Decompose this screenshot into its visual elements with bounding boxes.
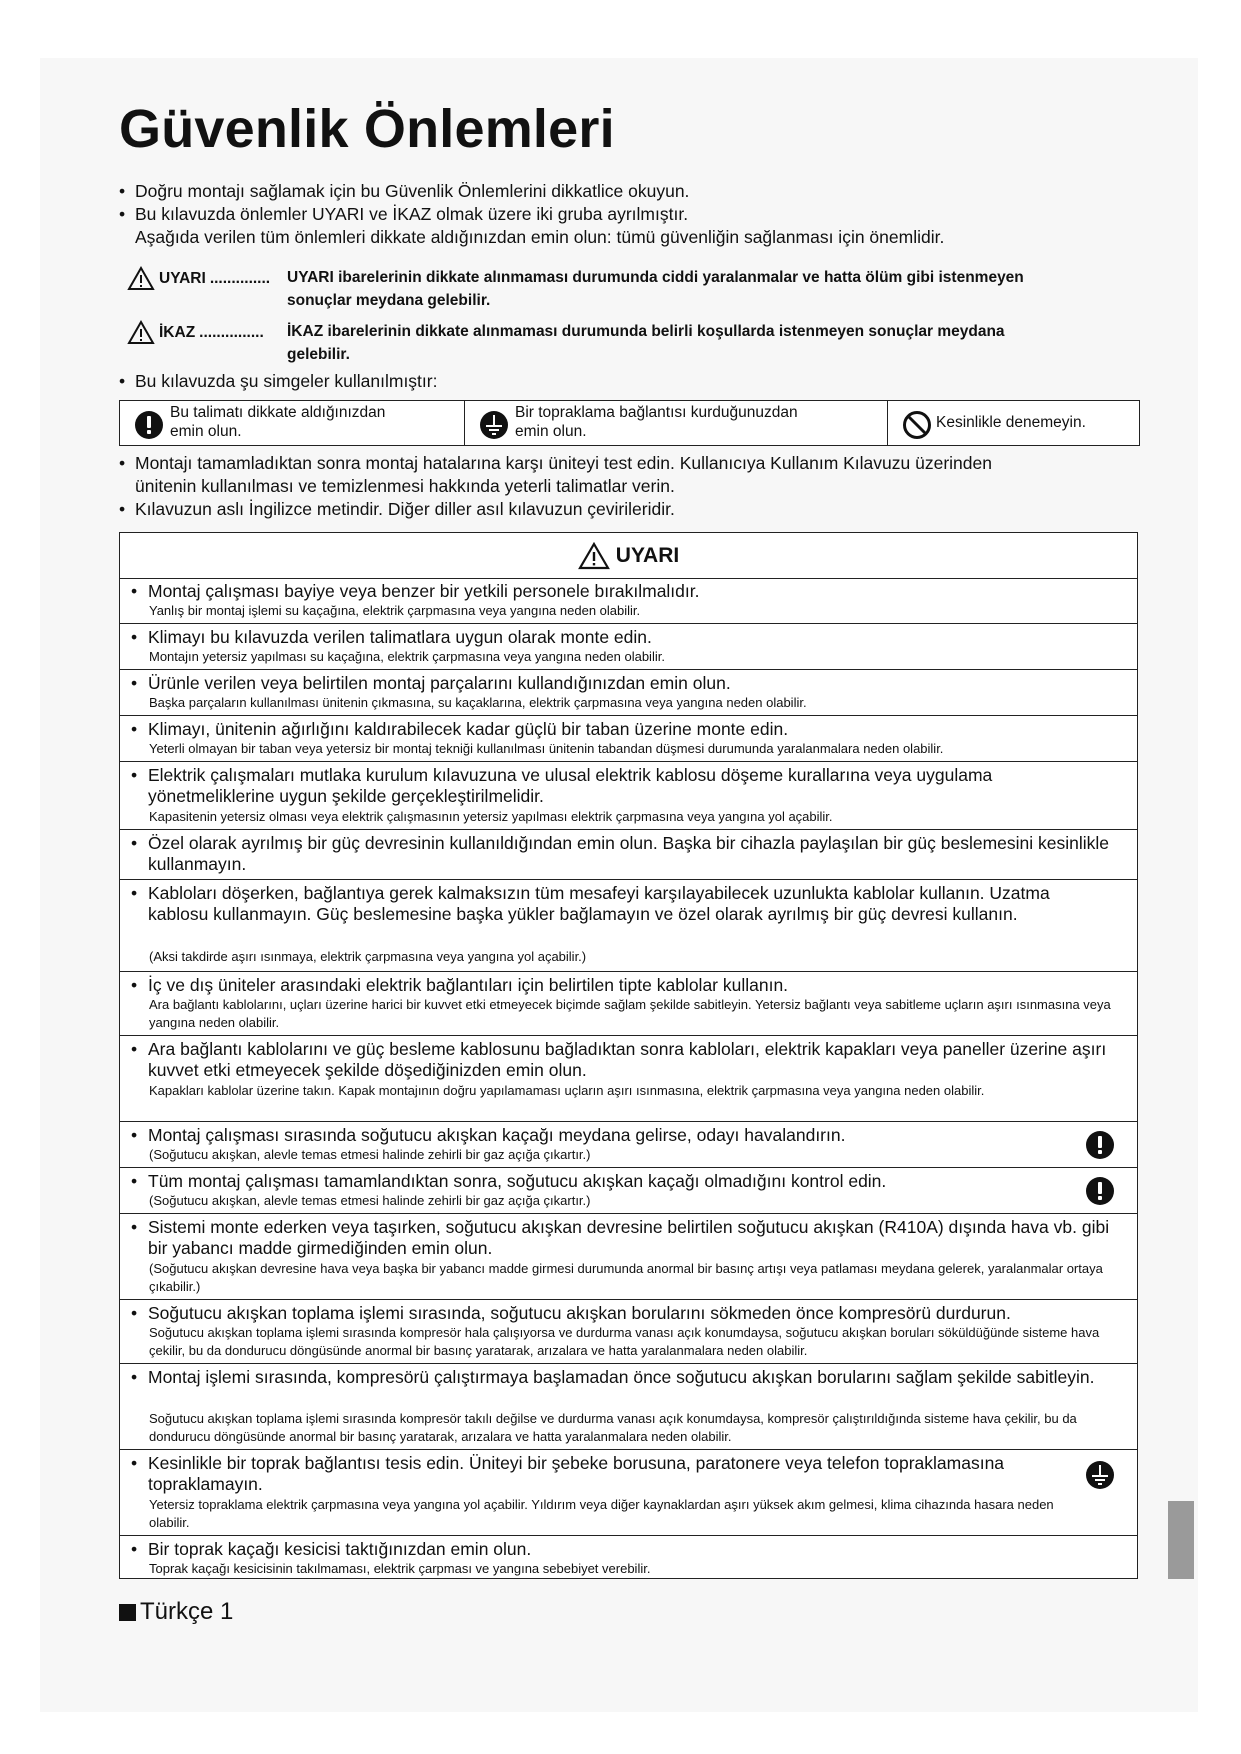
warning-item-text: Klimayı bu kılavuzda verilen talimatlara uygun olarak monte edin.: [148, 627, 652, 647]
warning-triangle-icon: [127, 266, 155, 291]
symbol-text: Kesinlikle denemeyin.: [936, 414, 1086, 431]
warning-item-text: Soğutucu akışkan toplama işlemi sırasında, soğutucu akışkan borularını sökmeden önce kompresörü durdurun.: [148, 1303, 1011, 1323]
warning-item-note: Ara bağlantı kablolarını, uçları üzerine harici bir kuvvet etki etmeyecek biçimde sağlam şekilde sabitleyin. Yetersiz bağlantı veya sabitleme uçların aşırı ısınmasına veya yangına neden olabilir.: [149, 997, 1111, 1030]
warning-item-text: Montaj çalışması bayiye veya benzer bir yetkili personele bırakılmalıdır.: [148, 581, 700, 601]
warning-item-text: Sistemi monte ederken veya taşırken, soğutucu akışkan devresine belirtilen soğutucu akışkan (R410A) dışında hava vb. gibi bir yabancı madde girmediğinden emin olun.: [148, 1217, 1110, 1258]
footer-square-icon: [119, 1604, 136, 1621]
warning-item-note: Soğutucu akışkan toplama işlemi sırasında kompresör takılı değilse ve durdurma vanası açık konumdaysa, kompresör çalıştırıldığında sisteme hava çekilir, bu da dondurucu döngüsünde anormal bir basınç yaratarak, arızalara ve hatta yaralanmalara neden olabilir.: [149, 1411, 1077, 1444]
warning-item: • Montaj çalışması bayiye veya benzer bir yetkili personele bırakılmalıdır. Yanlış bir montaj işlemi su kaçağına, elektrik çarpmasına veya yangına neden olabilir.: [120, 578, 1137, 624]
warning-item-note: Montajın yetersiz yapılması su kaçağına, elektrik çarpmasına veya yangına neden olabilir.: [149, 649, 665, 664]
after-item: • Montajı tamamladıktan sonra montaj hatalarına karşı üniteyi test edin. Kullanıcıya Kullanım Kılavuzu üzerinden: [119, 452, 1139, 475]
warning-item: • Kabloları döşerken, bağlantıya gerek kalmaksızın tüm mesafeyi karşılayabilecek uzunlukta kablolar kullanın. Uzatma kablosu kullanmayın. Güç beslemesine başka yükler bağlamayın ve özel olarak ayrılmış bir güç devresi kullanın. (Aksi takdirde aşırı ısınmaya, elektrik çarpmasına veya yangına yol açabilir.): [120, 880, 1137, 972]
warning-item-text: Kesinlikle bir toprak bağlantısı tesis edin. Üniteyi bir şebeke borusuna, paratonere veya telefon topraklamasına topraklamayın.: [148, 1453, 1005, 1494]
intro-item-continuation: Aşağıda verilen tüm önlemleri dikkate aldığınızdan emin olun: tümü güvenliğin sağlanması için önemlidir.: [135, 227, 945, 247]
warning-box: [119, 532, 1138, 1579]
legend-caution-text: İKAZ ibarelerinin dikkate alınmaması durumunda belirli koşullarda istenmeyen sonuçlar meydana: [287, 323, 1005, 340]
intro-list: [119, 180, 1139, 249]
warning-item-text: Tüm montaj çalışması tamamlandıktan sonra, soğutucu akışkan kaçağı olmadığını kontrol edin.: [148, 1171, 887, 1191]
warning-item-note: Toprak kaçağı kesicisinin takılmaması, elektrik çarpması ve yangına sebebiyet verebilir.: [149, 1561, 651, 1576]
intro-item: • Doğru montajı sağlamak için bu Güvenlik Önlemlerini dikkatlice okuyun.: [119, 180, 1139, 203]
page-footer: [119, 1598, 233, 1626]
warning-box-header: [120, 533, 1137, 579]
legend-warning-text: UYARI ibarelerinin dikkate alınmaması durumunda ciddi yaralanmalar ve hatta ölüm gibi istenmeyen: [287, 269, 1024, 286]
exclamation-circle-icon: [134, 410, 164, 440]
warning-item: • Bir toprak kaçağı kesicisi taktığınızdan emin olun. Toprak kaçağı kesicisinin takılmaması, elektrik çarpması ve yangına sebebiyet verebilir.: [120, 1536, 1137, 1580]
after-list: [119, 452, 1139, 521]
warning-item: • Sistemi monte ederken veya taşırken, soğutucu akışkan devresine belirtilen soğutucu akışkan (R410A) dışında hava vb. gibi bir yabancı madde girmediğinden emin olun. (Soğutucu akışkan devresine hava veya başka bir yabancı madde girmesi durumunda anormal bir basınç artışı veya patlaması meydana gelerek, yaralanmalar ortaya çıkabilir.): [120, 1214, 1137, 1300]
warning-item-note: Başka parçaların kullanılması ünitenin çıkmasına, su kaçaklarına, elektrik çarpmasına veya yangına neden olabilir.: [149, 695, 807, 710]
prohibited-icon: [902, 410, 932, 440]
after-item: • Kılavuzun aslı İngilizce metindir. Diğer diller asıl kılavuzun çevirileridir.: [119, 498, 1139, 521]
exclamation-circle-icon: [1085, 1130, 1115, 1160]
symbol-text-2: emin olun.: [515, 423, 587, 440]
warning-item-text: Özel olarak ayrılmış bir güç devresinin kullanıldığından emin olun. Başka bir cihazla paylaşılan bir güç beslemesini kesinlikle kullanmayın.: [148, 833, 1110, 874]
symbol-cell: [465, 401, 888, 445]
warning-item: • Özel olarak ayrılmış bir güç devresinin kullanıldığından emin olun. Başka bir cihazla paylaşılan bir güç beslemesini kesinlikle kullanmayın.: [120, 830, 1137, 880]
warning-item-note: (Soğutucu akışkan devresine hava veya başka bir yabancı madde girmesi durumunda anormal bir basınç artışı veya patlaması meydana gelerek, yaralanmalar ortaya çıkabilir.): [149, 1261, 1103, 1294]
warning-item-text: Ürünle verilen veya belirtilen montaj parçalarını kullandığınızdan emin olun.: [148, 673, 731, 693]
warning-item: • Ara bağlantı kablolarını ve güç besleme kablosunu bağladıktan sonra kabloları, elektrik kapakları veya paneller üzerine aşırı kuvvet etki etmeyecek şekilde döşediğinizden emin olun. Kapakları kablolar üzerine takın. Kapak montajının doğru yapılamaması uçların aşırı ısınmasına, elektrik çarpmasına veya yangına neden olabilir.: [120, 1036, 1137, 1122]
warning-item-note: Yeterli olmayan bir taban veya yetersiz bir montaj tekniği kullanılması ünitenin tabandan düşmesi durumunda yaralanmalara neden olabilir.: [149, 741, 944, 756]
warning-item: • Tüm montaj çalışması tamamlandıktan sonra, soğutucu akışkan kaçağı olmadığını kontrol edin. (Soğutucu akışkan, alevle temas etmesi halinde zehirli bir gaz açığa çıkartır.): [120, 1168, 1137, 1214]
exclamation-circle-icon: [1085, 1176, 1115, 1206]
ground-icon: [479, 410, 509, 440]
warning-item-text: Kabloları döşerken, bağlantıya gerek kalmaksızın tüm mesafeyi karşılayabilecek uzunlukta kablolar kullanın. Uzatma kablosu kullanmayın. Güç beslemesine başka yükler bağlamayın ve özel olarak ayrılmış bir güç devresi kullanın.: [148, 883, 1050, 924]
warning-item: • İç ve dış üniteler arasındaki elektrik bağlantıları için belirtilen tipte kablolar kullanın. Ara bağlantı kablolarını, uçları üzerine harici bir kuvvet etki etmeyecek biçimde sağlam şekilde sabitleyin. Yetersiz bağlantı veya sabitleme uçların aşırı ısınmasına veya yangına neden olabilir.: [120, 972, 1137, 1036]
after-item-continuation: ünitenin kullanılması ve temizlenmesi hakkında yeterli talimatlar verin.: [135, 476, 675, 496]
legend-caution: [127, 320, 1127, 370]
warning-item-note: (Soğutucu akışkan, alevle temas etmesi halinde zehirli bir gaz açığa çıkartır.): [149, 1147, 591, 1162]
warning-item-note: (Soğutucu akışkan, alevle temas etmesi halinde zehirli bir gaz açığa çıkartır.): [149, 1193, 591, 1208]
legend-warning: [127, 266, 1127, 316]
warning-box-title: UYARI: [615, 543, 680, 567]
legend-warning-dots: ..............: [209, 269, 271, 287]
language-tab: [1168, 1501, 1194, 1579]
warning-item: • Kesinlikle bir toprak bağlantısı tesis edin. Üniteyi bir şebeke borusuna, paratonere veya telefon topraklamasına topraklamayın. Yetersiz topraklama elektrik çarpmasına veya yangına yol açabilir. Yıldırım veya diğer kaynaklardan aşırı yüksek akım gelmesi, klima cihazında hasara neden olabilir.: [120, 1450, 1137, 1536]
warning-item-text: Montaj çalışması sırasında soğutucu akışkan kaçağı meydana gelirse, odayı havalandırın.: [148, 1125, 846, 1145]
warning-item-text: Montaj işlemi sırasında, kompresörü çalıştırmaya başlamadan önce soğutucu akışkan borularını sağlam şekilde sabitleyin.: [148, 1367, 1095, 1387]
warning-item-text: İç ve dış üniteler arasındaki elektrik bağlantıları için belirtilen tipte kablolar kullanın.: [148, 975, 789, 995]
warning-item: • Elektrik çalışmaları mutlaka kurulum kılavuzuna ve ulusal elektrik kablosu döşeme kurallarına veya uygulama yönetmeliklerine uygun şekilde gerçekleştirilmelidir. Kapasitenin yetersiz olması veya elektrik çalışmasının yetersiz yapılması elektrik çarpmasına veya yangına yol açabilir.: [120, 762, 1137, 830]
warning-item: • Montaj işlemi sırasında, kompresörü çalıştırmaya başlamadan önce soğutucu akışkan borularını sağlam şekilde sabitleyin. Soğutucu akışkan toplama işlemi sırasında kompresör takılı değilse ve durdurma vanası açık konumdaysa, kompresör çalıştırıldığında sisteme hava çekilir, bu da dondurucu döngüsünde anormal bir basınç yaratarak, arızalara ve hatta yaralanmalara neden olabilir.: [120, 1364, 1137, 1450]
warning-item: • Klimayı, ünitenin ağırlığını kaldırabilecek kadar güçlü bir taban üzerine monte edin. Yeterli olmayan bir taban veya yetersiz bir montaj tekniği kullanılması ünitenin tabandan düşmesi durumunda yaralanmalara neden olabilir.: [120, 716, 1137, 762]
warning-item: • Soğutucu akışkan toplama işlemi sırasında, soğutucu akışkan borularını sökmeden önce kompresörü durdurun. Soğutucu akışkan toplama işlemi sırasında kompresör hala çalışıyorsa ve durdurma vanası açık konumdaysa, soğutucu akışkan boruları söküldüğünde sisteme hava çekilir, bu da dondurucu döngüsünde anormal bir basınç yaratarak, arızalara ve hatta yaralanmalara neden olabilir.: [120, 1300, 1137, 1364]
warning-item-text: Elektrik çalışmaları mutlaka kurulum kılavuzuna ve ulusal elektrik kablosu döşeme kurallarına veya uygulama yönetmeliklerine uygun şekilde gerçekleştirilmelidir.: [148, 765, 993, 806]
page-title: Güvenlik Önlemleri: [119, 99, 615, 159]
warning-item: • Klimayı bu kılavuzda verilen talimatlara uygun olarak monte edin. Montajın yetersiz yapılması su kaçağına, elektrik çarpmasına veya yangına neden olabilir.: [120, 624, 1137, 670]
symbols-table: [119, 400, 1140, 446]
symbols-intro: • Bu kılavuzda şu simgeler kullanılmıştır:: [119, 370, 1139, 393]
warning-item-note: Kapasitenin yetersiz olması veya elektrik çalışmasının yetersiz yapılması elektrik çarpmasına veya yangına yol açabilir.: [149, 809, 833, 824]
symbol-text: Bir topraklama bağlantısı kurduğunuzdan: [515, 404, 798, 421]
warning-item-text: Bir toprak kaçağı kesicisi taktığınızdan emin olun.: [148, 1539, 532, 1559]
footer-page-label: Türkçe 1: [140, 1598, 234, 1625]
symbol-cell: [888, 401, 1139, 445]
warning-item: • Ürünle verilen veya belirtilen montaj parçalarını kullandığınızdan emin olun. Başka parçaların kullanılması ünitenin çıkmasına, su kaçaklarına, elektrik çarpmasına veya yangına neden olabilir.: [120, 670, 1137, 716]
warning-item-note: Yetersiz topraklama elektrik çarpmasına veya yangına yol açabilir. Yıldırım veya diğer kaynaklardan aşırı yüksek akım gelmesi, klima cihazında hasara neden olabilir.: [149, 1497, 1054, 1530]
warning-item-note: Yanlış bir montaj işlemi su kaçağına, elektrik çarpmasına veya yangına neden olabilir.: [149, 603, 641, 618]
warning-item-note: Soğutucu akışkan toplama işlemi sırasında kompresör hala çalışıyorsa ve durdurma vanası açık konumdaysa, soğutucu akışkan boruları söküldüğünde sisteme hava çekilir, bu da dondurucu döngüsünde anormal bir basınç yaratarak, arızalara ve hatta yaralanmalara neden olabilir.: [149, 1325, 1100, 1358]
warning-item-text: Ara bağlantı kablolarını ve güç besleme kablosunu bağladıktan sonra kabloları, elektrik kapakları veya paneller üzerine aşırı kuvvet etki etmeyecek şekilde döşediğinizden emin olun.: [148, 1039, 1107, 1080]
legend-warning-label: UYARI: [159, 269, 206, 287]
ground-icon: [1085, 1460, 1115, 1490]
symbol-text: Bu talimatı dikkate aldığınızdan: [170, 404, 386, 421]
warning-item-note: Kapakları kablolar üzerine takın. Kapak montajının doğru yapılamaması uçların aşırı ısınmasına, elektrik çarpmasına veya yangına neden olabilir.: [149, 1083, 985, 1098]
warning-item-note: (Aksi takdirde aşırı ısınmaya, elektrik çarpmasına veya yangına yol açabilir.): [149, 949, 587, 964]
legend-caution-dots: ...............: [199, 323, 264, 341]
symbol-text-2: emin olun.: [170, 423, 242, 440]
intro-item: • Bu kılavuzda önlemler UYARI ve İKAZ olmak üzere iki gruba ayrılmıştır.: [119, 203, 1139, 226]
symbol-cell: [120, 401, 465, 445]
legend-warning-text-2: sonuçlar meydana gelebilir.: [287, 292, 491, 309]
legend-caution-label: İKAZ: [159, 323, 196, 341]
warning-item: • Montaj çalışması sırasında soğutucu akışkan kaçağı meydana gelirse, odayı havalandırın. (Soğutucu akışkan, alevle temas etmesi halinde zehirli bir gaz açığa çıkartır.): [120, 1122, 1137, 1168]
warning-triangle-icon: [578, 542, 610, 570]
legend-caution-text-2: gelebilir.: [287, 346, 350, 363]
warning-item-text: Klimayı, ünitenin ağırlığını kaldırabilecek kadar güçlü bir taban üzerine monte edin.: [148, 719, 789, 739]
caution-triangle-icon: [127, 320, 155, 345]
